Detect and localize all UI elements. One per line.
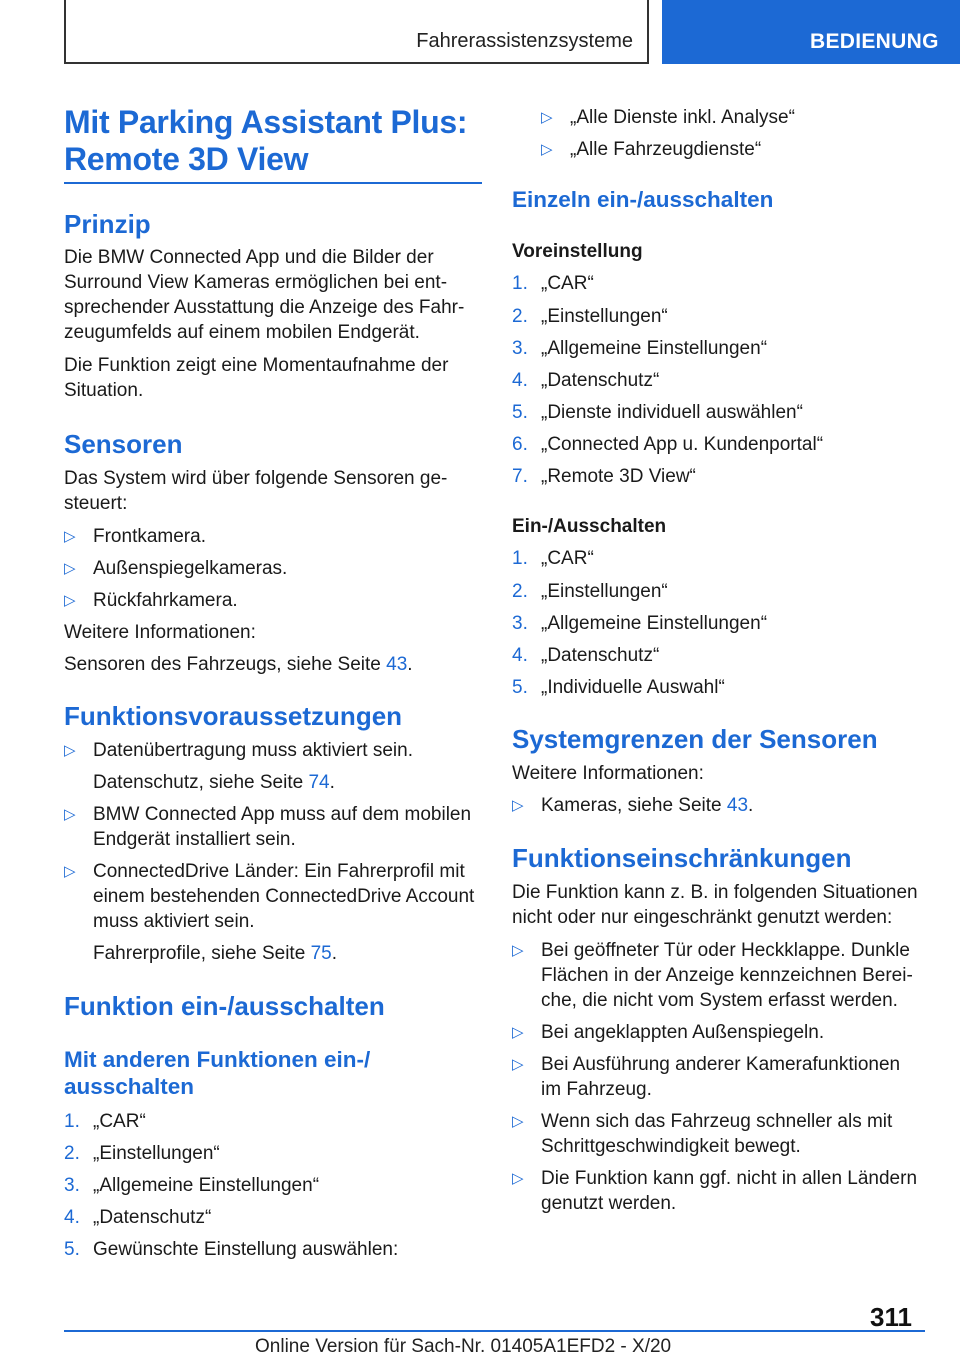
chapter-tab[interactable] <box>662 0 960 64</box>
triangle-bullet-icon: ▷ <box>512 1170 524 1187</box>
section-title: Fahrerassistenzsysteme <box>416 30 633 52</box>
sensoren-intro: Das System wird über folgende Sensoren gesteuert: <box>64 468 448 514</box>
triangle-bullet-icon: ▷ <box>541 141 553 158</box>
prinzip-paragraph-1: Die BMW Connected App und die Bilder der Surround View Kameras ermöglichen bei entsprechender Ausstattung die Anzeige des Fahrzeugumfelds auf einem mobilen Endgerät. <box>64 247 465 343</box>
heading-einzeln: Einzeln ein-/ausschalten <box>512 187 774 212</box>
heading-systemgrenzen: Systemgrenzen der Sensoren <box>512 724 878 754</box>
triangle-bullet-icon: ▷ <box>512 1024 524 1041</box>
grenzen-more: Weitere Informationen: <box>512 763 704 784</box>
page-link[interactable]: 75 <box>310 943 332 964</box>
label-voreinstellung: Voreinstellung <box>512 241 643 262</box>
einschr-intro: Die Funktion kann z. B. in folgenden Situationen nicht oder nur eingeschränkt genutzt werden: <box>512 882 918 928</box>
footer-rule <box>64 1330 925 1332</box>
triangle-bullet-icon: ▷ <box>64 863 76 880</box>
triangle-bullet-icon: ▷ <box>64 806 76 823</box>
triangle-bullet-icon: ▷ <box>541 109 553 126</box>
triangle-bullet-icon: ▷ <box>512 797 524 814</box>
heading-funktion-einaus: Funktion ein-/ausschalten <box>64 991 385 1021</box>
page-title: Mit Parking Assistant Plus: Remote 3D View <box>64 104 468 177</box>
triangle-bullet-icon: ▷ <box>64 528 76 545</box>
footer-online-version: Online Version für Sach-Nr. 01405A1EFD2 - X/20 <box>255 1336 672 1357</box>
triangle-bullet-icon: ▷ <box>64 592 76 609</box>
heading-sensoren: Sensoren <box>64 429 183 459</box>
triangle-bullet-icon: ▷ <box>512 1056 524 1073</box>
title-rule <box>64 182 482 184</box>
heading-funktionseinschraenkungen: Funktionseinschränkungen <box>512 843 852 873</box>
triangle-bullet-icon: ▷ <box>512 1113 524 1130</box>
header-box <box>64 0 649 64</box>
page-link[interactable]: 43 <box>386 654 408 675</box>
triangle-bullet-icon: ▷ <box>512 942 524 959</box>
triangle-bullet-icon: ▷ <box>64 742 76 759</box>
sensoren-more: Weitere Informationen: <box>64 622 256 643</box>
sensoren-reference: Sensoren des Fahrzeugs, siehe Seite 43. <box>64 654 413 675</box>
label-einaus: Ein-/Ausschalten <box>512 516 667 537</box>
heading-funktionsvoraussetzungen: Funktionsvoraussetzungen <box>64 701 403 731</box>
subheading-mit-anderen: Mit anderen Funktionen ein-/ ausschalten <box>64 1047 371 1099</box>
page-link[interactable]: 74 <box>308 772 330 793</box>
heading-prinzip: Prinzip <box>64 209 151 239</box>
prinzip-paragraph-2: Die Funktion zeigt eine Momentaufnahme der Situation. <box>64 355 449 401</box>
page-number: 311 <box>870 1302 912 1332</box>
triangle-bullet-icon: ▷ <box>64 560 76 577</box>
page-link[interactable]: 43 <box>726 795 749 816</box>
chapter-tab-label: BEDIENUNG <box>810 30 939 53</box>
